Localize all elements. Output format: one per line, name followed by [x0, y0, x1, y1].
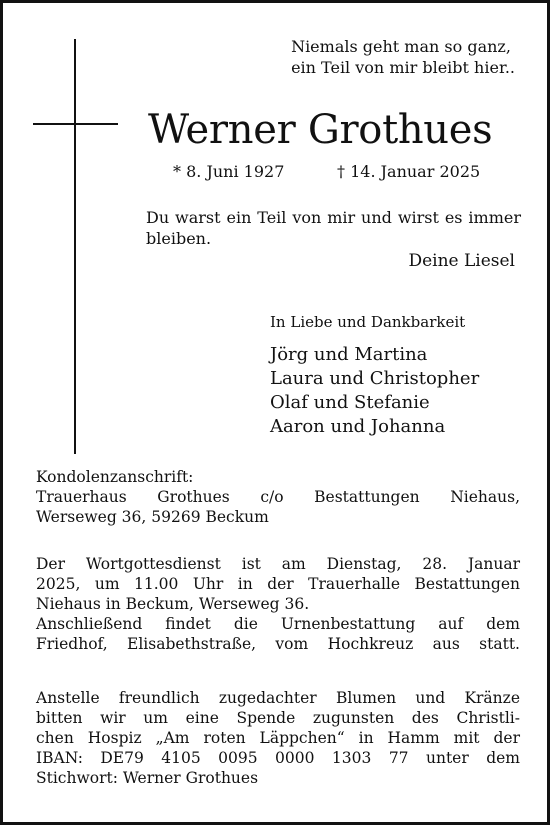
service-info: [36, 554, 520, 654]
mourner-name: Laura und Christopher: [270, 368, 480, 389]
motto: [291, 36, 515, 78]
condolence-line: Trauerhaus Grothues c/o Bestattungen Niehaus,: [36, 488, 520, 506]
service-line: Friedhof, Elisabethstraße, vom Hochkreuz aus statt.: [36, 635, 520, 653]
motto-line: Niemals geht man so ganz,: [291, 37, 511, 56]
service-line: Der Wortgottesdienst ist am Dienstag, 28. Januar: [36, 555, 520, 573]
condolence-line: Werseweg 36, 59269 Beckum: [36, 508, 269, 526]
service-line: 2025, um 11.00 Uhr in der Trauerhalle Bestattungen: [36, 575, 520, 593]
mourners-heading: In Liebe und Dankbarkeit: [270, 313, 466, 331]
cross-symbol-horizontal: [33, 123, 118, 125]
condolence-address: [36, 467, 520, 527]
deceased-name: Werner Grothues: [148, 107, 493, 153]
donation-line: chen Hospiz „Am roten Läppchen“ in Hamm mit der: [36, 729, 520, 747]
donation-line: Anstelle freundlich zugedachter Blumen und Kränze: [36, 689, 520, 707]
service-line: Anschließend findet die Urnenbestattung auf dem: [36, 615, 520, 633]
donation-line: Stichwort: Werner Grothues: [36, 769, 259, 787]
farewell-quote: Du warst ein Teil von mir und wirst es immer bleiben.: [146, 208, 521, 248]
death-date: † 14. Januar 2025: [337, 162, 481, 181]
birth-date: * 8. Juni 1927: [173, 162, 285, 181]
service-line: Niehaus in Beckum, Werseweg 36.: [36, 595, 310, 613]
mourner-name: Aaron und Johanna: [270, 416, 446, 437]
motto-line: ein Teil von mir bleibt hier..: [291, 58, 515, 77]
mourner-name: Jörg und Martina: [270, 344, 428, 365]
donation-line: IBAN: DE79 4105 0095 0000 1303 77 unter dem: [36, 749, 520, 767]
donation-request: [36, 688, 520, 788]
mourners-list: [270, 343, 479, 439]
mourner-name: Olaf und Stefanie: [270, 392, 430, 413]
condolence-line: Kondolenzanschrift:: [36, 468, 194, 486]
cross-symbol-vertical: [74, 39, 76, 454]
quote-signer: Deine Liesel: [408, 251, 515, 271]
donation-line: bitten wir um eine Spende zugunsten des Christli-: [36, 709, 520, 727]
